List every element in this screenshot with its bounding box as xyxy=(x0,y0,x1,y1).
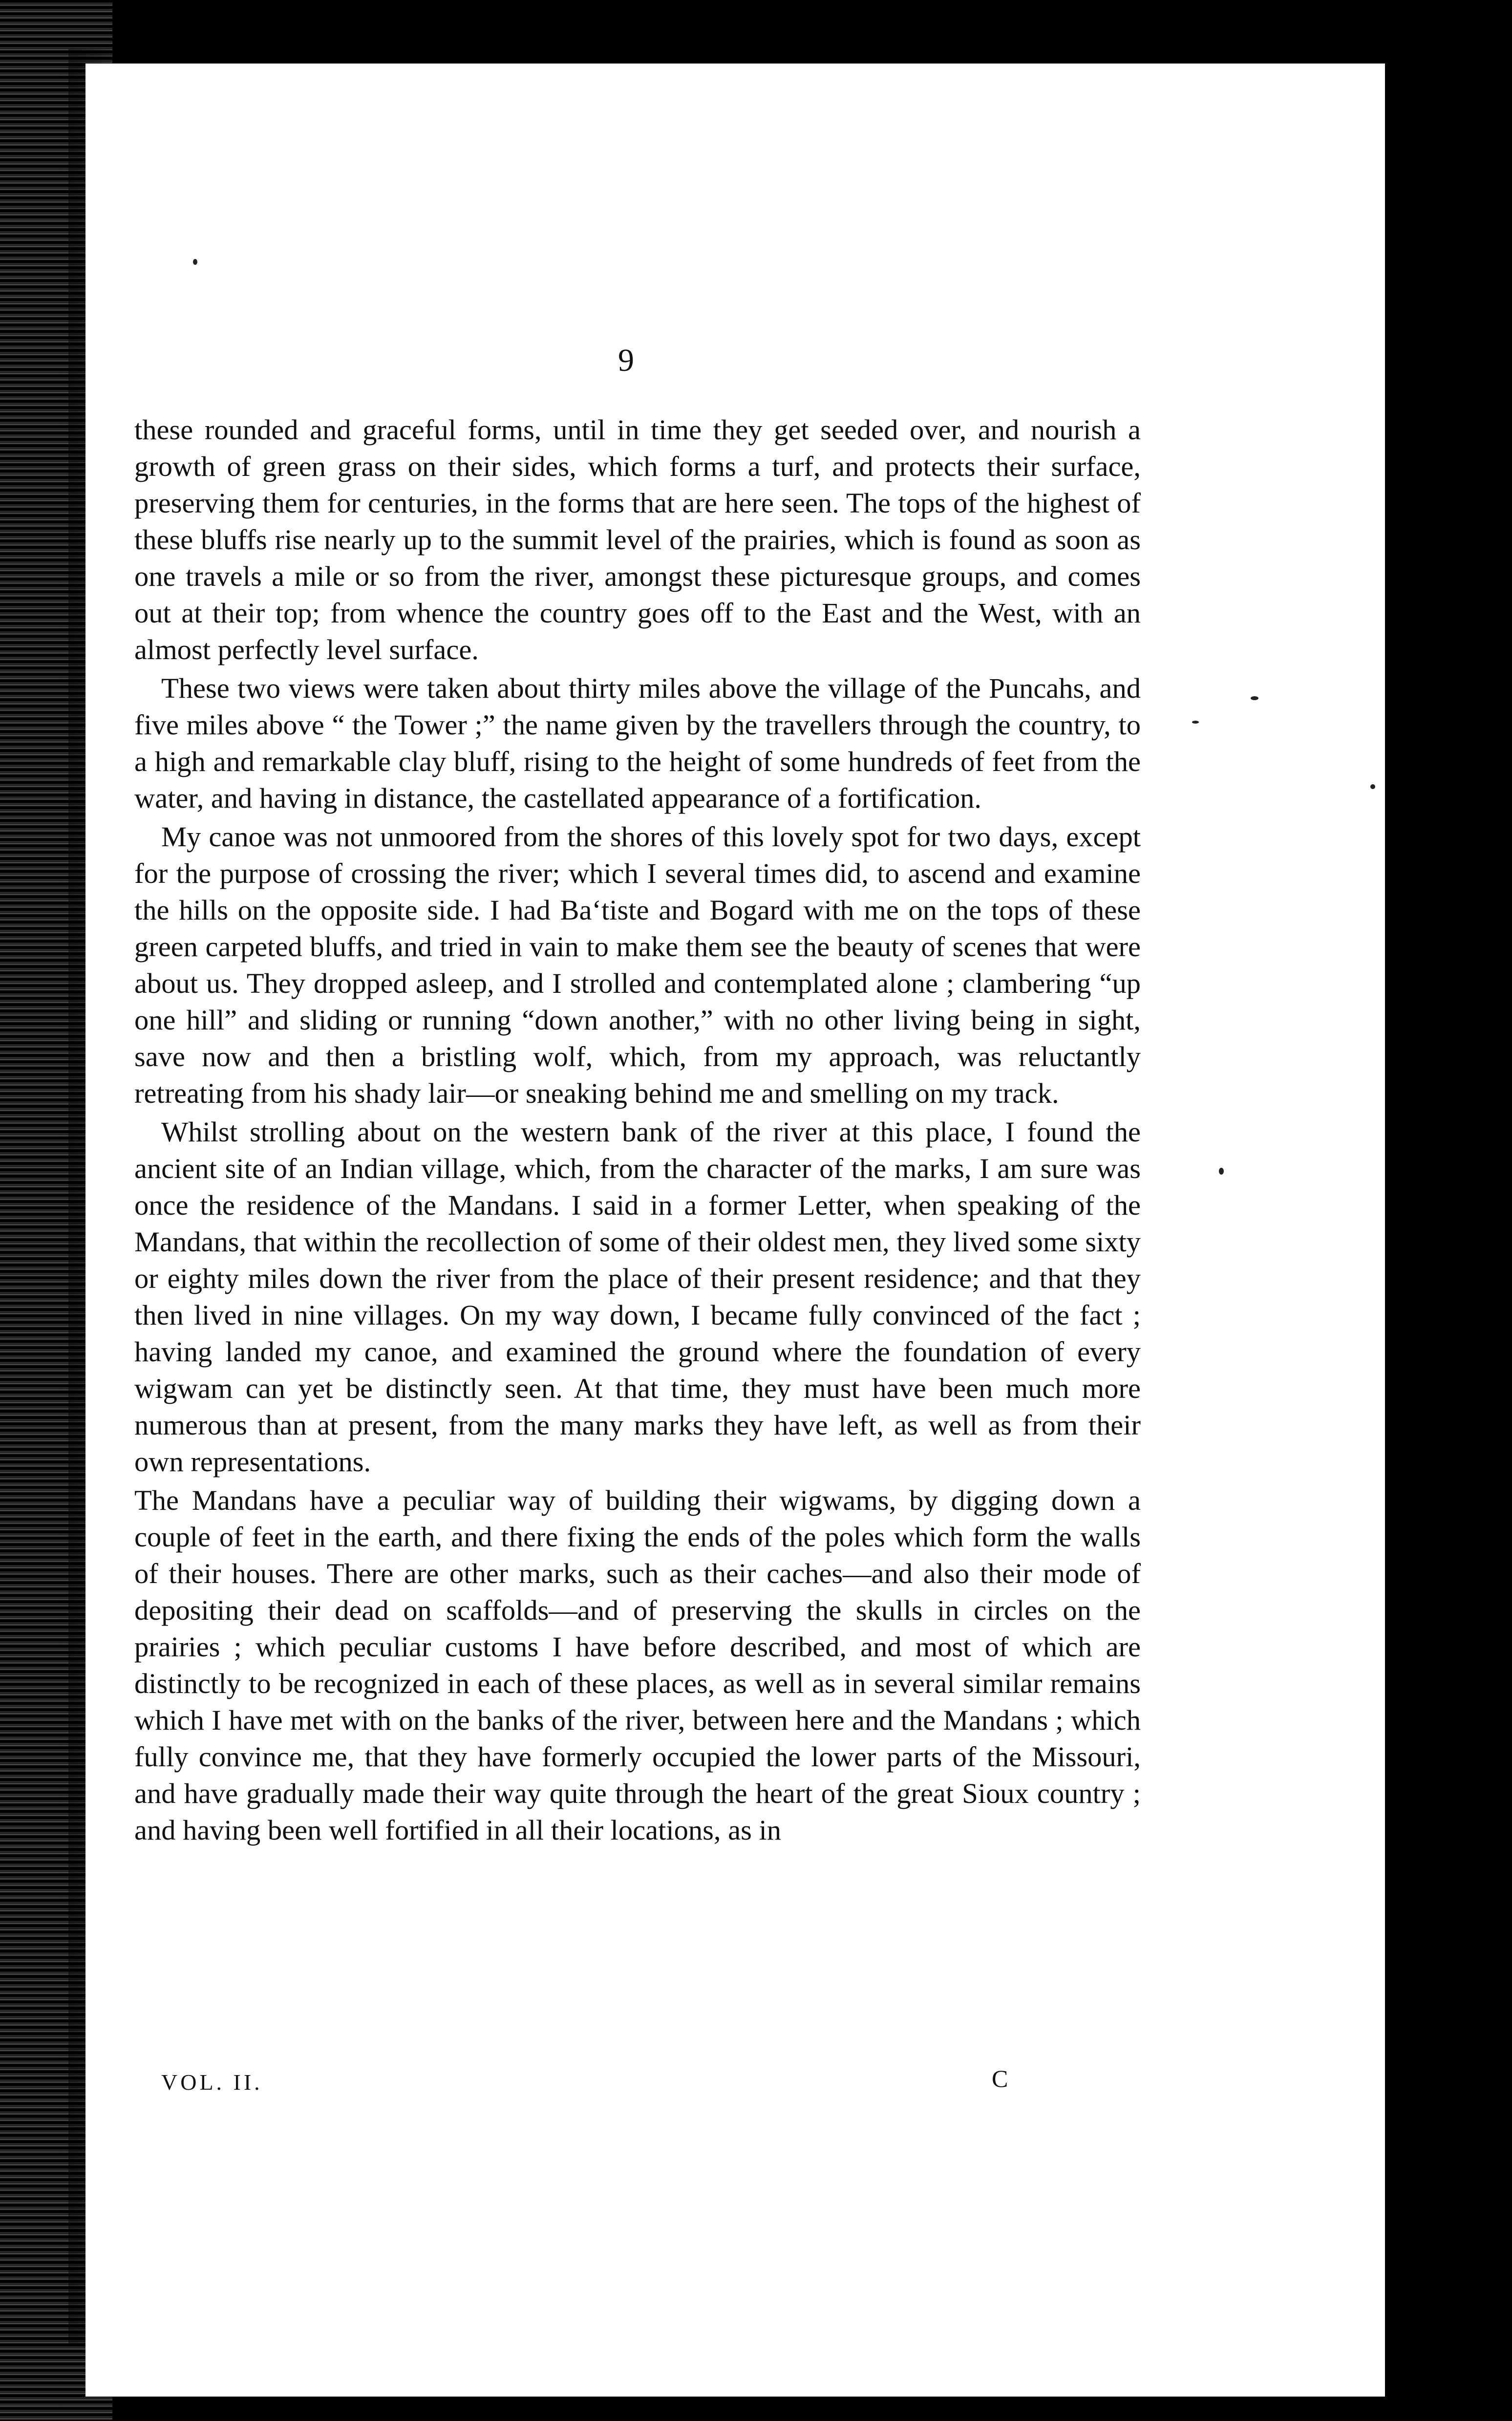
paragraph-1: these rounded and graceful forms, until in time they get seeded over, and nourish a growth of green grass on their sides, which forms a turf, and protects their surface, preserving them for centuries, in the forms that are here seen. The tops of the highest of these bluffs rise nearly up to the summit level of the prairies, which is found as soon as one travels a mile or so from the river, amongst these picturesque groups, and comes out at their top; from whence the country goes off to the East and the West, with an almost perfectly level surface. xyxy=(134,414,1141,665)
signature-mark: C xyxy=(992,2065,1008,2092)
paragraph-3: My canoe was not unmoored from the shores of this lovely spot for two days, except for the purpose of crossing the river; which I several times did, to ascend and examine the hills on the opposite side. I had Ba‘tiste and Bogard with me on the tops of these green carpeted bluffs, and tried in vain to make them see the beauty of scenes that were about us. They dropped asleep, and I strolled and contemplated alone ; clambering “up one hill” and sliding or running “down another,” with no other living being in sight, save now and then a bristling wolf, which, from my approach, was reluctantly retreating from his shady lair—or sneaking behind me and smelling on my track. xyxy=(134,821,1141,1109)
ink-speck xyxy=(1370,784,1375,789)
volume-label: VOL. II. xyxy=(161,2070,263,2095)
body-text xyxy=(134,411,1141,1848)
ink-speck xyxy=(1192,721,1199,724)
ink-speck xyxy=(1251,696,1258,700)
ink-speck xyxy=(1219,1168,1224,1175)
page-number: 9 xyxy=(618,343,634,378)
paragraph-4: Whilst strolling about on the western bank of the river at this place, I found the ancient site of an Indian village, which, from the character of the marks, I am sure was once the residence of the Mandans. I said in a former Letter, when speaking of the Mandans, that within the recollection of some of their oldest men, they lived some sixty or eighty miles down the river from the place of their present residence; and that they then lived in nine villages. On my way down, I became fully convinced of the fact ; having landed my canoe, and examined the ground where the foundation of every wigwam can yet be distinctly seen. At that time, they must have been much more numerous than at present, from the many marks they have left, as well as from their own representations. xyxy=(134,1116,1141,1478)
paragraph-2: These two views were taken about thirty miles above the village of the Puncahs, and five miles above “ the Tower ;” the name given by the travellers through the country, to a high and remarkable clay bluff, rising to the height of some hundreds of feet from the water, and having in distance, the castellated appearance of a fortification. xyxy=(134,672,1141,814)
paragraph-5: The Mandans have a peculiar way of building their wigwams, by digging down a couple of feet in the earth, and there fixing the ends of the poles which form the walls of their houses. There are other marks, such as their caches—and also their mode of depositing their dead on scaffolds—and of preserving the skulls in circles on the prairies ; which peculiar customs I have before described, and most of which are distinctly to be recognized in each of these places, as well as in several similar remains which I have met with on the banks of the river, between here and the Mandans ; which fully convince me, that they have formerly occupied the lower parts of the Missouri, and have gradually made their way quite through the heart of the great Sioux country ; and having been well fortified in all their locations, as in xyxy=(134,1484,1141,1846)
ink-speck xyxy=(193,259,197,265)
